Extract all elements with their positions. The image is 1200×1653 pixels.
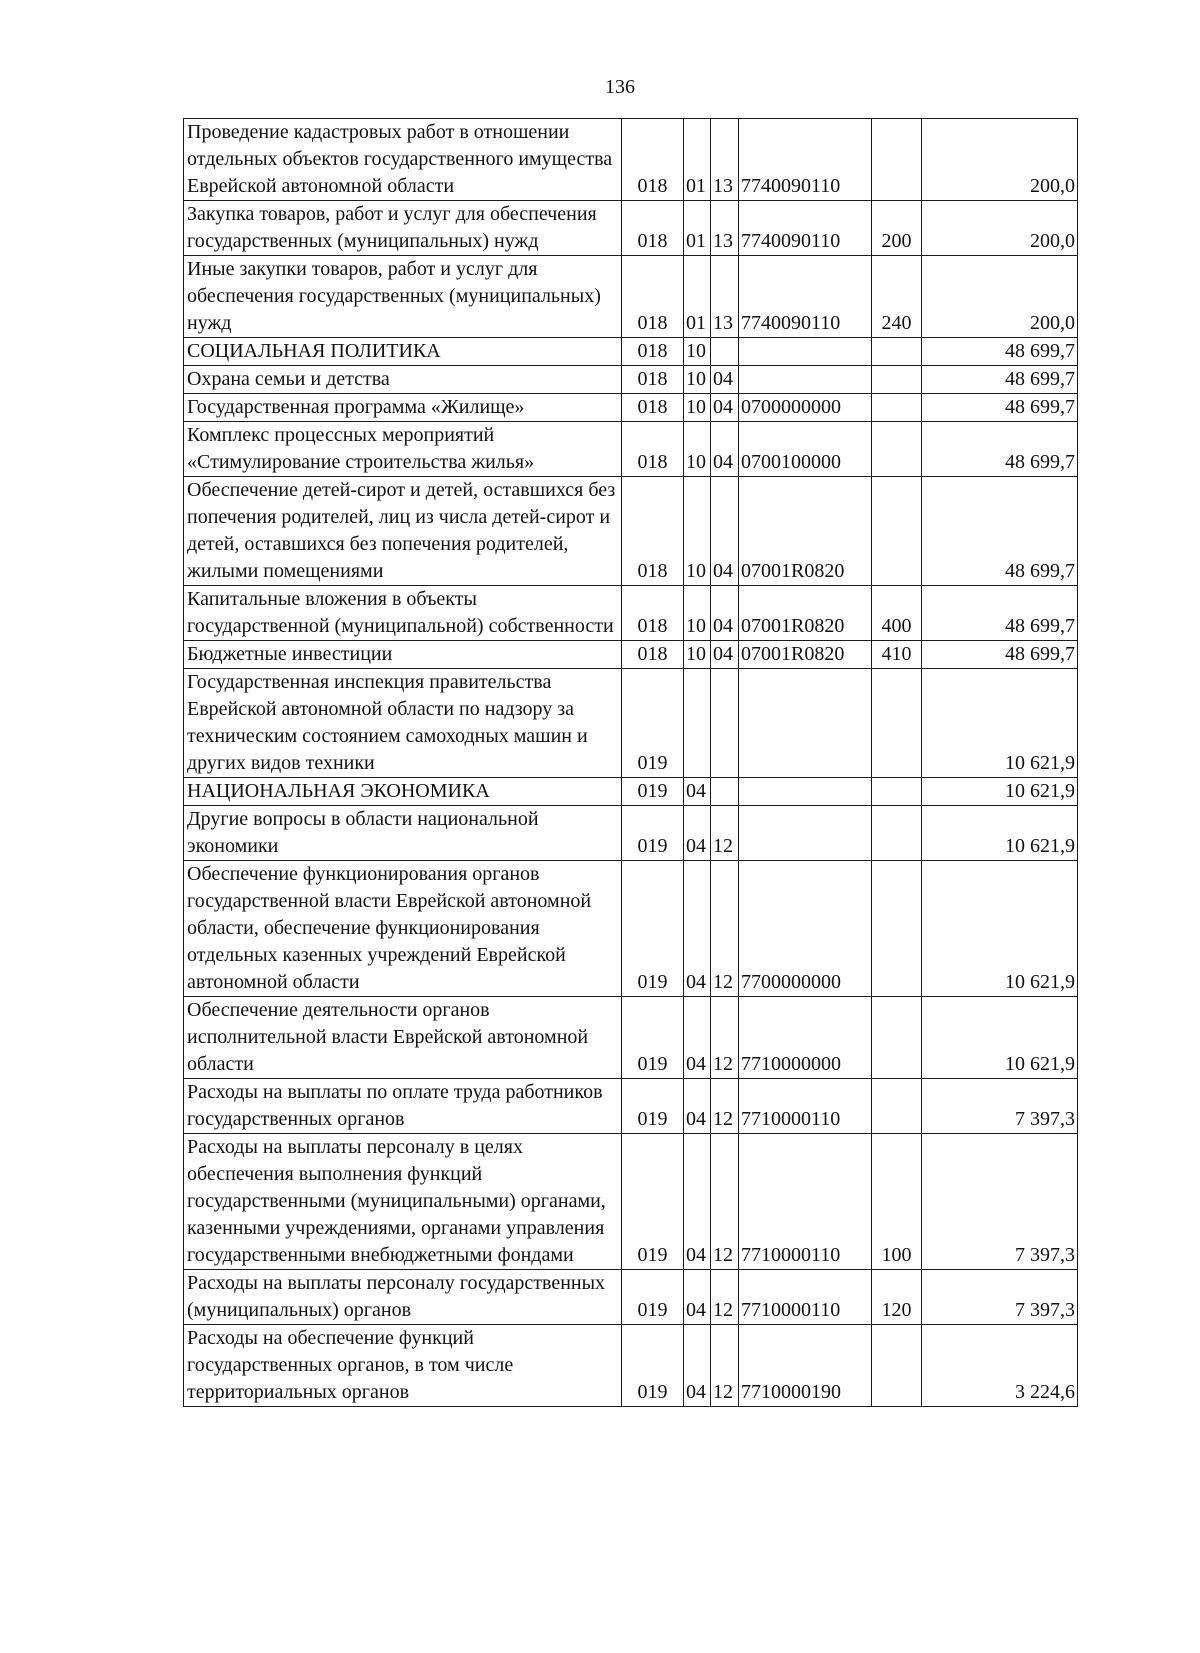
admin-code: 019: [622, 778, 684, 806]
section-code: 04: [684, 1079, 711, 1134]
row-name: СОЦИАЛЬНАЯ ПОЛИТИКА: [184, 338, 622, 366]
row-name: Охрана семьи и детства: [184, 366, 622, 394]
target-article-code: 7740090110: [739, 119, 872, 201]
target-article-code: 7700000000: [739, 861, 872, 997]
amount: 3 224,6: [922, 1325, 1078, 1407]
section-code: 04: [684, 861, 711, 997]
section-code: 10: [684, 477, 711, 586]
target-article-code: 7710000110: [739, 1079, 872, 1134]
section-code: 10: [684, 366, 711, 394]
admin-code: 019: [622, 1325, 684, 1407]
admin-code: 019: [622, 669, 684, 778]
section-code: 01: [684, 256, 711, 338]
section-code: 10: [684, 338, 711, 366]
section-code: 01: [684, 201, 711, 256]
subsection-code: 04: [711, 422, 739, 477]
table-row: [184, 806, 1078, 861]
admin-code: 019: [622, 1270, 684, 1325]
row-name: НАЦИОНАЛЬНАЯ ЭКОНОМИКА: [184, 778, 622, 806]
section-code: 04: [684, 778, 711, 806]
row-name: Государственная инспекция правительства Еврейской автономной области по надзору за техническим состоянием самоходных машин и других видов техники: [184, 669, 622, 778]
amount: 200,0: [922, 201, 1078, 256]
target-article-code: 07001R0820: [739, 477, 872, 586]
expense-kind-code: 400: [872, 586, 922, 641]
expense-kind-code: [872, 778, 922, 806]
amount: 7 397,3: [922, 1270, 1078, 1325]
table-row: [184, 1270, 1078, 1325]
target-article-code: 7740090110: [739, 256, 872, 338]
row-name: Обеспечение деятельности органов исполнительной власти Еврейской автономной области: [184, 997, 622, 1079]
section-code: 04: [684, 1134, 711, 1270]
subsection-code: 04: [711, 394, 739, 422]
target-article-code: 07001R0820: [739, 586, 872, 641]
target-article-code: [739, 778, 872, 806]
page-number: 136: [605, 76, 635, 98]
amount: 48 699,7: [922, 394, 1078, 422]
row-name: Государственная программа «Жилище»: [184, 394, 622, 422]
admin-code: 019: [622, 861, 684, 997]
section-code: 10: [684, 422, 711, 477]
row-name: Обеспечение функционирования органов государственной власти Еврейской автономной области, обеспечение функционирования отдельных казенных учреждений Еврейской автономной области: [184, 861, 622, 997]
subsection-code: 04: [711, 586, 739, 641]
table-row: [184, 366, 1078, 394]
table-row: [184, 997, 1078, 1079]
admin-code: 018: [622, 119, 684, 201]
admin-code: 018: [622, 338, 684, 366]
subsection-code: 12: [711, 1134, 739, 1270]
admin-code: 019: [622, 1134, 684, 1270]
subsection-code: 13: [711, 201, 739, 256]
admin-code: 018: [622, 201, 684, 256]
admin-code: 018: [622, 366, 684, 394]
admin-code: 018: [622, 394, 684, 422]
target-article-code: [739, 806, 872, 861]
expense-kind-code: [872, 997, 922, 1079]
subsection-code: [711, 778, 739, 806]
subsection-code: 04: [711, 366, 739, 394]
subsection-code: [711, 669, 739, 778]
expense-kind-code: [872, 422, 922, 477]
admin-code: 018: [622, 256, 684, 338]
target-article-code: 7710000190: [739, 1325, 872, 1407]
amount: 10 621,9: [922, 778, 1078, 806]
admin-code: 018: [622, 641, 684, 669]
expense-kind-code: [872, 806, 922, 861]
expense-kind-code: [872, 861, 922, 997]
table-row: [184, 394, 1078, 422]
expense-kind-code: [872, 669, 922, 778]
amount: 48 699,7: [922, 422, 1078, 477]
admin-code: 018: [622, 586, 684, 641]
expense-kind-code: [872, 394, 922, 422]
subsection-code: 12: [711, 806, 739, 861]
budget-table: [183, 118, 1078, 1407]
table-row: [184, 1134, 1078, 1270]
row-name: Расходы на обеспечение функций государственных органов, в том числе территориальных органов: [184, 1325, 622, 1407]
expense-kind-code: [872, 1325, 922, 1407]
amount: 200,0: [922, 256, 1078, 338]
row-name: Закупка товаров, работ и услуг для обеспечения государственных (муниципальных) нужд: [184, 201, 622, 256]
row-name: Бюджетные инвестиции: [184, 641, 622, 669]
amount: 48 699,7: [922, 586, 1078, 641]
section-code: 10: [684, 586, 711, 641]
target-article-code: 0700000000: [739, 394, 872, 422]
row-name: Иные закупки товаров, работ и услуг для обеспечения государственных (муниципальных) нужд: [184, 256, 622, 338]
section-code: 04: [684, 806, 711, 861]
expense-kind-code: [872, 477, 922, 586]
subsection-code: 12: [711, 1270, 739, 1325]
admin-code: 019: [622, 1079, 684, 1134]
admin-code: 018: [622, 422, 684, 477]
target-article-code: [739, 338, 872, 366]
amount: 10 621,9: [922, 669, 1078, 778]
subsection-code: 12: [711, 861, 739, 997]
amount: 200,0: [922, 119, 1078, 201]
target-article-code: 7710000110: [739, 1134, 872, 1270]
amount: 48 699,7: [922, 338, 1078, 366]
amount: 48 699,7: [922, 477, 1078, 586]
subsection-code: 13: [711, 119, 739, 201]
table-row: [184, 201, 1078, 256]
section-code: 04: [684, 997, 711, 1079]
expense-kind-code: 240: [872, 256, 922, 338]
table-row: [184, 477, 1078, 586]
table-row: [184, 669, 1078, 778]
expense-kind-code: 200: [872, 201, 922, 256]
target-article-code: 0700100000: [739, 422, 872, 477]
amount: 7 397,3: [922, 1134, 1078, 1270]
expense-kind-code: 410: [872, 641, 922, 669]
subsection-code: 04: [711, 641, 739, 669]
table-row: [184, 256, 1078, 338]
row-name: Расходы на выплаты персоналу государственных (муниципальных) органов: [184, 1270, 622, 1325]
row-name: Капитальные вложения в объекты государственной (муниципальной) собственности: [184, 586, 622, 641]
row-name: Комплекс процессных мероприятий «Стимулирование строительства жилья»: [184, 422, 622, 477]
target-article-code: 7740090110: [739, 201, 872, 256]
table-row: [184, 586, 1078, 641]
subsection-code: 12: [711, 1325, 739, 1407]
row-name: Обеспечение детей-сирот и детей, оставшихся без попечения родителей, лиц из числа детей-сирот и детей, оставшихся без попечения родителей, жилыми помещениями: [184, 477, 622, 586]
table-row: [184, 641, 1078, 669]
target-article-code: 7710000000: [739, 997, 872, 1079]
table-row: [184, 778, 1078, 806]
section-code: 10: [684, 641, 711, 669]
subsection-code: 12: [711, 997, 739, 1079]
expense-kind-code: 100: [872, 1134, 922, 1270]
expense-kind-code: [872, 338, 922, 366]
table-row: [184, 1079, 1078, 1134]
expense-kind-code: [872, 366, 922, 394]
amount: 48 699,7: [922, 366, 1078, 394]
section-code: [684, 669, 711, 778]
target-article-code: [739, 366, 872, 394]
subsection-code: [711, 338, 739, 366]
row-name: Расходы на выплаты персоналу в целях обеспечения выполнения функций государственными (муниципальными) органами, казенными учреждениями, органами управления государственными внебюджетными фондами: [184, 1134, 622, 1270]
admin-code: 019: [622, 997, 684, 1079]
row-name: Другие вопросы в области национальной экономики: [184, 806, 622, 861]
subsection-code: 12: [711, 1079, 739, 1134]
table-row: [184, 338, 1078, 366]
amount: 7 397,3: [922, 1079, 1078, 1134]
row-name: Расходы на выплаты по оплате труда работников государственных органов: [184, 1079, 622, 1134]
target-article-code: [739, 669, 872, 778]
target-article-code: 7710000110: [739, 1270, 872, 1325]
amount: 10 621,9: [922, 997, 1078, 1079]
admin-code: 019: [622, 806, 684, 861]
table-row: [184, 1325, 1078, 1407]
admin-code: 018: [622, 477, 684, 586]
subsection-code: 04: [711, 477, 739, 586]
expense-kind-code: [872, 119, 922, 201]
row-name: Проведение кадастровых работ в отношении отдельных объектов государственного имущества Еврейской автономной области: [184, 119, 622, 201]
table-row: [184, 119, 1078, 201]
expense-kind-code: [872, 1079, 922, 1134]
amount: 10 621,9: [922, 806, 1078, 861]
amount: 48 699,7: [922, 641, 1078, 669]
section-code: 01: [684, 119, 711, 201]
section-code: 04: [684, 1270, 711, 1325]
target-article-code: 07001R0820: [739, 641, 872, 669]
expense-kind-code: 120: [872, 1270, 922, 1325]
section-code: 10: [684, 394, 711, 422]
section-code: 04: [684, 1325, 711, 1407]
amount: 10 621,9: [922, 861, 1078, 997]
subsection-code: 13: [711, 256, 739, 338]
table-row: [184, 861, 1078, 997]
table-row: [184, 422, 1078, 477]
